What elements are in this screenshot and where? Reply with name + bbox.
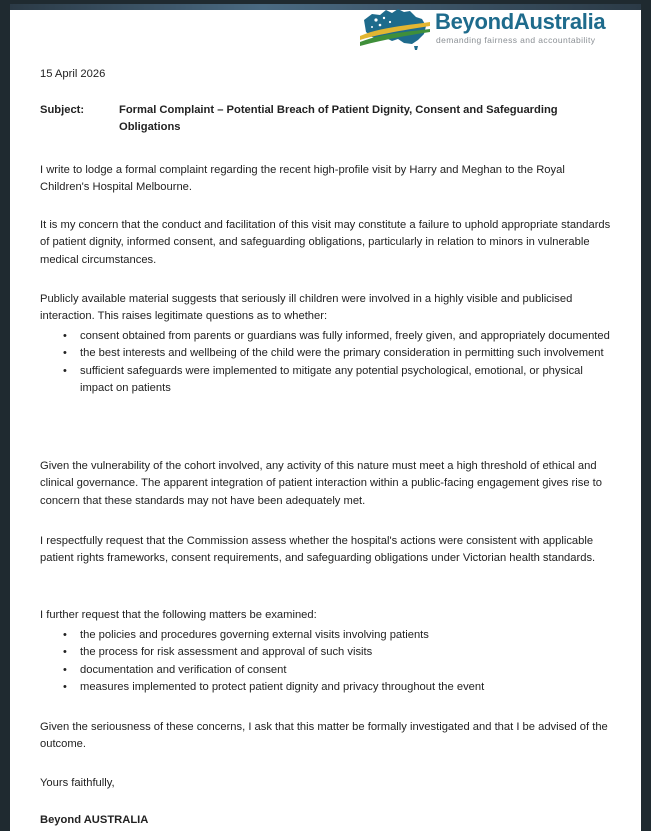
signoff: Yours faithfully,: [40, 777, 115, 789]
subject-label: Subject:: [40, 104, 85, 116]
paragraph-further-request: I further request that the following matters be examined:: [40, 609, 317, 621]
paragraph-intro: I write to lodge a formal complaint regarding the recent high-profile visit by Harry and Meghan to the Royal Children's Hospital Melbourne.: [40, 164, 565, 194]
list-item: • the best interests and wellbeing of the child were the primary consideration in permitting such involvement: [40, 345, 615, 362]
logo-name: BeyondAustralia: [435, 9, 606, 34]
signature: Beyond AUSTRALIA: [40, 814, 149, 826]
subject-line: Formal Complaint – Potential Breach of Patient Dignity, Consent and Safeguarding Obligations: [119, 104, 558, 134]
logo-tagline: demanding fairness and accountability: [436, 35, 596, 45]
list-item: • the policies and procedures governing external visits involving patients: [40, 627, 615, 644]
letter-page: [10, 4, 641, 831]
paragraph-closing: Given the seriousness of these concerns, I ask that this matter be formally investigated and that I be advised of the outcome.: [40, 721, 608, 751]
list-item: • measures implemented to protect patient dignity and privacy throughout the event: [40, 679, 615, 696]
paragraph-request: I respectfully request that the Commission assess whether the hospital's actions were consistent with applicable patient rights frameworks, consent requirements, and safeguarding obligations under Victorian health standards.: [40, 535, 596, 565]
paragraph-vulnerability: Given the vulnerability of the cohort involved, any activity of this nature must meet a high threshold of ethical and clinical governance. The apparent integration of patient interaction within a public-facing engagement gives rise to concern that these standards may not have been adequately met.: [40, 460, 602, 507]
paragraph-concern: It is my concern that the conduct and facilitation of this visit may constitute a failure to uphold appropriate standards of patient dignity, informed consent, and safeguarding obligations, particularly in relation to minors in vulnerable medical circumstances.: [40, 219, 611, 266]
list-item: • consent obtained from parents or guardians was fully informed, freely given, and appropriately documented: [40, 328, 615, 345]
list-item: • the process for risk assessment and approval of such visits: [40, 644, 615, 661]
questions-list: [40, 328, 615, 398]
list-item: • documentation and verification of consent: [40, 662, 615, 679]
matters-list: [40, 627, 615, 697]
paragraph-material: Publicly available material suggests that seriously ill children were involved in a highly visible and publicised interaction. This raises legitimate questions as to whether:: [40, 293, 573, 323]
letter-date: 15 April 2026: [40, 68, 106, 80]
organization-logo: [358, 4, 633, 54]
australia-map-logo-icon: [358, 6, 432, 52]
list-item: • sufficient safeguards were implemented to mitigate any potential psychological, emotional, or physical impact on patients: [40, 363, 615, 398]
